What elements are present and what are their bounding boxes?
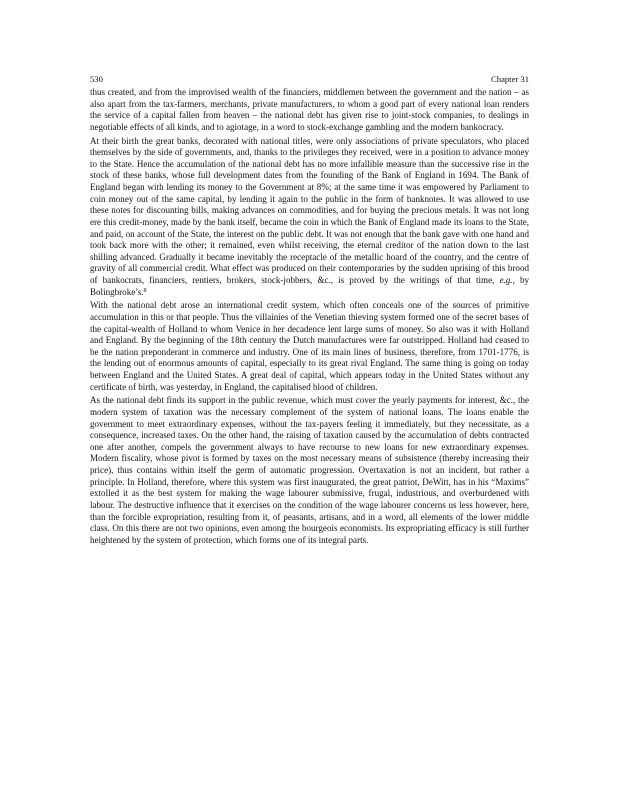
paragraph-1 (90, 87, 529, 134)
body-text (90, 87, 529, 548)
paragraph-3 (90, 300, 529, 393)
page-number: 530 (90, 74, 103, 84)
paragraph-2-text: At their birth the great banks, decorated with national titles, were only associations of private speculators, who placed themselves by the side of governments, and, thanks to the privileges they received, were in a position to advance money to the State. Hence the accumulation of the national debt has no more infallible measure than the successive rise in the stock of these banks, whose full development dates from the founding of the Bank of England in 1694. The Bank of England began with lending its money to the Government at 8%; at the same time it was empowered by Parliament to coin money out of the same capital, by lending it again to the public in the form of banknotes. It was allowed to use these notes for discounting bills, making advances on commodities, and for buying the precious metals. It was not long ere this credit-money, made by the bank itself, became the coin in which the Bank of England made its loans to the State, and paid, on account of the State, the interest on the public debt. It was not enough that the bank gave with one hand and took back more with the other; it remained, even whilst receiving, the eternal creditor of the nation down to the last shilling advanced. Gradually it became inevitably the receptacle of the metallic hoard of the country, and the centre of gravity of all commercial credit. What effect was produced on their contemporaries by the sudden uprising of this brood of bankocrats, financiers, rentiers, brokers, stock-jobbers, &c., is proved by the writings of that time, (90, 135, 529, 285)
chapter-label: Chapter 31 (491, 74, 529, 84)
paragraph-2-ending: , by Bolingbroke’s. (90, 275, 529, 297)
paragraph-2 (90, 136, 529, 299)
paragraph-4-text: As the national debt finds its support in the public revenue, which must cover the yearly payments for interest, &c., the modern system of taxation was the necessary complement of the system of national loans. The loans enable the government to meet extraordinary expenses, without the tax-payers feeling it immediately, but they necessitate, as a consequence, increased taxes. On the other hand, the raising of taxation caused by the accumulation of debts contracted one after another, compels the government always to have recourse to new loans for new extraordinary expenses. Modern fiscality, whose pivot is formed by taxes on the most necessary means of subsistence (thereby increasing their price), thus contains within itself the germ of automatic progression. Overtaxation is not an incident, but rather a principle. In Holland, therefore, where this system was first inaugurated, the great patriot, DeWitt, has in his “Maxims” extolled it as the best system for making the wage labourer submissive, frugal, industrious, and overburdened with labour. The destructive influence that it exercises on the condition of the wage labourer concerns us less however, here, than the forcible expropriation, resulting from it, of peasants, artisans, and in a word, all elements of the lower middle class. On this there are not two opinions, even among the bourgeois economists. Its expropriating efficacy is still further heightened by the system of protection, which forms one of its integral parts. (90, 395, 529, 545)
page-header (90, 74, 529, 85)
paragraph-4 (90, 395, 529, 546)
paragraph-3-text: With the national debt arose an international credit system, which often conceals one of the sources of primitive accumulation in this or that people. Thus the villainies of the Venetian thieving system formed one of the secret bases of the capital-wealth of Holland to whom Venice in her decadence lent large sums of money. So also was it with Holland and England. By the beginning of the 18th century the Dutch manufactures were far outstripped. Holland had ceased to be the nation preponderant in commerce and industry. One of its main lines of business, therefore, from 1701-1776, is the lending out of enormous amounts of capital, especially to its great rival England. The same thing is going on today between England and the United States. A great deal of capital, which appears today in the United States without any certificate of birth, was yesterday, in England, the capitalised blood of children. (90, 300, 529, 392)
paragraph-2-italic-abbrev: e.g. (499, 275, 513, 285)
paragraph-1-text: thus created, and from the improvised wealth of the financiers, middlemen between the government and the nation – as also apart from the tax-farmers, merchants, private manufacturers, to whom a good part of every national loan renders the service of a capital fallen from heaven – the national debt has given rise to joint-stock companies, to dealings in negotiable effects of all kinds, and to agiotage, in a word to stock-exchange gambling and the modern bankocracy. (90, 87, 529, 132)
footnote-marker[interactable]: 8 (143, 287, 147, 294)
